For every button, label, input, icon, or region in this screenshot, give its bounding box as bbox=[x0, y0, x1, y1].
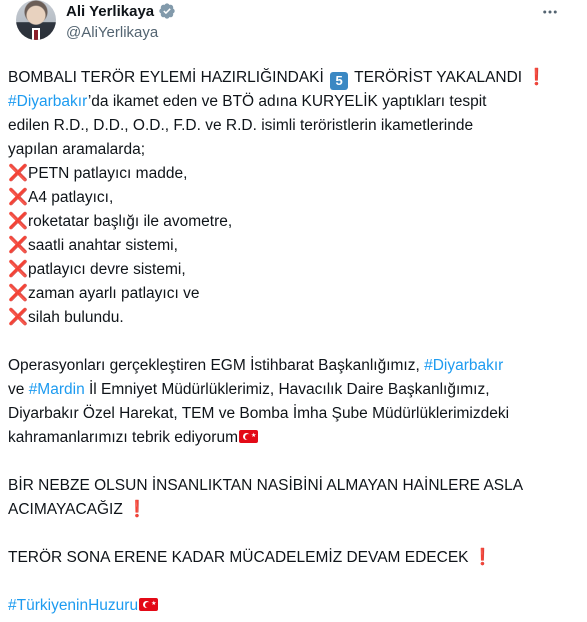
list-item-text: roketatar başlığı ile avometre, bbox=[28, 213, 233, 230]
list-item bbox=[8, 162, 579, 186]
p2-line-2-text-b: İl Emniyet Müdürlüklerimiz, Havacılık Daire Başkanlığımız, bbox=[84, 381, 490, 398]
list-item bbox=[8, 306, 579, 330]
list-item bbox=[8, 234, 579, 258]
p4-text: TERÖR SONA ERENE KADAR MÜCADELEMİZ DEVAM EDECEK bbox=[8, 549, 473, 566]
tweet-p2-line-2 bbox=[8, 378, 579, 402]
tweet-p2-line-1 bbox=[8, 354, 579, 378]
red-exclamation-emoji: ❗ bbox=[526, 69, 547, 86]
tweet-text bbox=[8, 66, 579, 618]
more-options-icon[interactable] bbox=[539, 2, 561, 22]
cross-mark-emoji: ❌ bbox=[8, 189, 28, 206]
list-item-text: A4 patlayıcı, bbox=[28, 189, 114, 206]
line-2-text: ’da ikamet eden ve BTÖ adına KURYELİK yaptıkları tespit bbox=[87, 93, 487, 110]
tweet-line-2 bbox=[8, 90, 579, 114]
list-item-text: patlayıcı devre sistemi, bbox=[28, 261, 186, 278]
avatar-tie bbox=[34, 30, 38, 40]
turkey-flag-emoji bbox=[239, 430, 258, 443]
more-dots-glyph bbox=[541, 3, 559, 21]
p2-line-4-text: kahramanlarımızı tebrik ediyorum bbox=[8, 429, 238, 446]
list-item bbox=[8, 282, 579, 306]
tweet-p5-line bbox=[8, 594, 579, 618]
p2-line-1-text: Operasyonları gerçekleştiren EGM İstihbarat Başkanlığımız, bbox=[8, 357, 425, 374]
headline-part-1: BOMBALI TERÖR EYLEMİ HAZIRLIĞINDAKİ bbox=[8, 69, 329, 86]
paragraph-gap bbox=[8, 330, 579, 354]
verified-badge-icon bbox=[158, 2, 176, 20]
flag-star: ★ bbox=[151, 601, 157, 607]
tweet-p2-line-4 bbox=[8, 426, 579, 450]
tweet-header bbox=[8, 0, 575, 48]
tweet-p3-line-1: BİR NEBZE OLSUN İNSANLIKTAN NASİBİNİ ALMAYAN HAİNLERE ASLA bbox=[8, 477, 524, 494]
cross-mark-emoji: ❌ bbox=[8, 309, 28, 326]
hashtag-turkiyeninhuzuru[interactable]: #TürkiyeninHuzuru bbox=[8, 597, 139, 614]
red-exclamation-emoji: ❗ bbox=[472, 549, 493, 566]
red-exclamation-emoji: ❗ bbox=[127, 501, 148, 518]
tweet-p3-line-2 bbox=[8, 498, 579, 522]
paragraph-gap bbox=[8, 450, 579, 474]
author-handle[interactable]: @AliYerlikaya bbox=[66, 24, 159, 41]
p2-line-2-text-a: ve bbox=[8, 381, 29, 398]
flag-star: ★ bbox=[251, 433, 257, 439]
headline-part-2: TERÖRİST YAKALANDI bbox=[350, 69, 527, 86]
cross-mark-emoji: ❌ bbox=[8, 213, 28, 230]
hashtag-diyarbakir[interactable]: #Diyarbakır bbox=[424, 357, 504, 374]
list-item-text: zaman ayarlı patlayıcı ve bbox=[28, 285, 200, 302]
hashtag-diyarbakir[interactable]: #Diyarbakır bbox=[8, 93, 88, 110]
author-name-row bbox=[66, 2, 176, 20]
tweet-p4-line bbox=[8, 546, 579, 570]
paragraph-gap bbox=[8, 522, 579, 546]
tweet-line-1 bbox=[8, 66, 579, 90]
avatar[interactable] bbox=[16, 0, 56, 40]
list-item bbox=[8, 258, 579, 282]
p3-line-2-text: ACIMAYACAĞIZ bbox=[8, 501, 128, 518]
cross-mark-emoji: ❌ bbox=[8, 261, 28, 278]
list-item-text: silah bulundu. bbox=[28, 309, 124, 326]
cross-mark-emoji: ❌ bbox=[8, 285, 28, 302]
list-item-text: saatli anahtar sistemi, bbox=[28, 237, 178, 254]
turkey-flag-emoji bbox=[139, 598, 158, 611]
list-item-text: PETN patlayıcı madde, bbox=[28, 165, 188, 182]
author-name[interactable]: Ali Yerlikaya bbox=[66, 2, 155, 20]
cross-mark-emoji: ❌ bbox=[8, 165, 28, 182]
tweet-line-4: yapılan aramalarda; bbox=[8, 141, 145, 158]
cross-mark-emoji: ❌ bbox=[8, 237, 28, 254]
tweet-line-3: edilen R.D., D.D., O.D., F.D. ve R.D. isimli teröristlerin ikametlerinde bbox=[8, 117, 474, 134]
tweet-p2-line-3: Diyarbakır Özel Harekat, TEM ve Bomba İmha Şube Müdürlüklerimizdeki bbox=[8, 405, 510, 422]
keycap-5-emoji: 5 bbox=[330, 72, 348, 90]
list-item bbox=[8, 210, 579, 234]
paragraph-gap bbox=[8, 570, 579, 594]
list-item bbox=[8, 186, 579, 210]
hashtag-mardin[interactable]: #Mardin bbox=[28, 381, 85, 398]
